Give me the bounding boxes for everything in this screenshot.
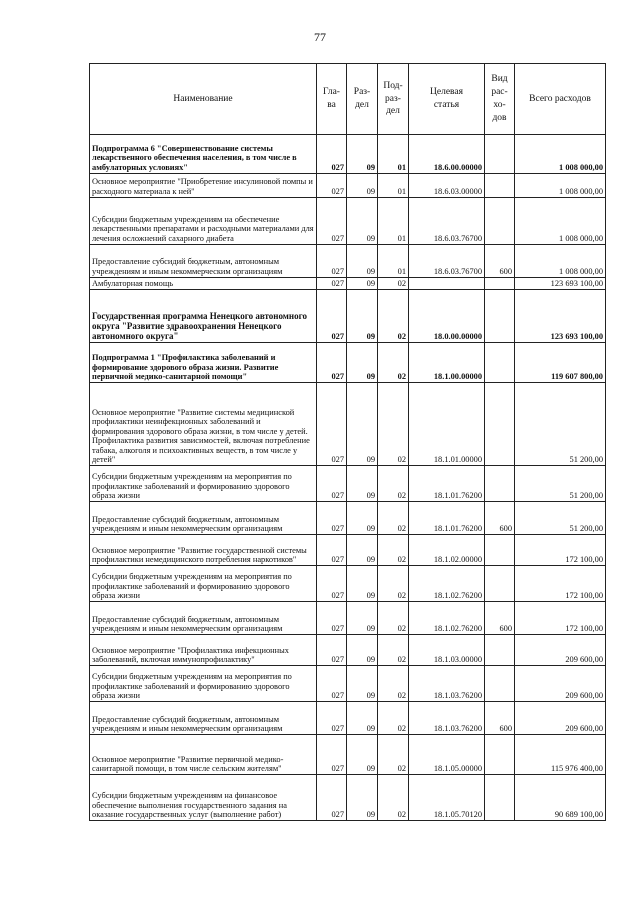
- cell-podrazdel: 02: [378, 290, 409, 343]
- cell-total: 51 200,00: [515, 383, 606, 466]
- cell-name: Подпрограмма 6 "Совершенствование системы лекарственного обеспечения населения, в том числе в амбулаторных условиях": [90, 135, 317, 174]
- cell-total: 51 200,00: [515, 502, 606, 535]
- cell-vid: 600: [485, 602, 515, 635]
- cell-target: 18.1.01.76200: [409, 466, 485, 502]
- cell-glava: 027: [317, 278, 347, 290]
- cell-vid: [485, 278, 515, 290]
- cell-target: 18.1.05.70120: [409, 775, 485, 821]
- cell-name: Предоставление субсидий бюджетным, автономным учреждениям и иным некоммерческим организациям: [90, 702, 317, 735]
- cell-name: Основное мероприятие "Профилактика инфекционных заболеваний, включая иммунопрофилактику": [90, 635, 317, 666]
- cell-target: 18.1.02.76200: [409, 566, 485, 602]
- cell-glava: 027: [317, 566, 347, 602]
- table-row: [90, 245, 606, 278]
- cell-glava: 027: [317, 602, 347, 635]
- cell-total: 123 693 100,00: [515, 290, 606, 343]
- table-row: [90, 290, 606, 343]
- cell-total: 209 600,00: [515, 702, 606, 735]
- cell-podrazdel: 02: [378, 602, 409, 635]
- page-number: 77: [314, 30, 326, 44]
- table-header-row: [90, 64, 606, 135]
- table-row: [90, 466, 606, 502]
- cell-vid: [485, 666, 515, 702]
- table-row: [90, 666, 606, 702]
- cell-vid: 600: [485, 245, 515, 278]
- cell-vid: [485, 174, 515, 198]
- cell-podrazdel: 01: [378, 174, 409, 198]
- cell-name: Субсидии бюджетным учреждениям на мероприятия по профилактике заболеваний и формированию здорового образа жизни: [90, 666, 317, 702]
- cell-name: Основное мероприятие "Развитие государственной системы профилактики немедицинского потребления наркотиков": [90, 535, 317, 566]
- cell-podrazdel: 02: [378, 278, 409, 290]
- cell-podrazdel: 02: [378, 775, 409, 821]
- cell-target: 18.1.02.76200: [409, 602, 485, 635]
- cell-vid: [485, 775, 515, 821]
- cell-target: 18.1.03.00000: [409, 635, 485, 666]
- cell-razdel: 09: [347, 198, 378, 245]
- budget-table: [89, 63, 606, 821]
- cell-podrazdel: 02: [378, 566, 409, 602]
- table-row: [90, 602, 606, 635]
- cell-target: 18.1.03.76200: [409, 702, 485, 735]
- cell-podrazdel: 02: [378, 502, 409, 535]
- cell-razdel: 09: [347, 290, 378, 343]
- header-vid: Вид рас- хо- дов: [485, 64, 515, 135]
- cell-target: 18.1.01.76200: [409, 502, 485, 535]
- cell-name: Субсидии бюджетным учреждениям на мероприятия по профилактике заболеваний и формированию здорового образа жизни: [90, 566, 317, 602]
- cell-total: 172 100,00: [515, 535, 606, 566]
- cell-podrazdel: 01: [378, 135, 409, 174]
- cell-vid: [485, 535, 515, 566]
- table-row: [90, 383, 606, 466]
- cell-glava: 027: [317, 735, 347, 775]
- cell-glava: 027: [317, 666, 347, 702]
- cell-name: Амбулаторная помощь: [90, 278, 317, 290]
- cell-vid: [485, 135, 515, 174]
- cell-razdel: 09: [347, 174, 378, 198]
- cell-glava: 027: [317, 343, 347, 383]
- cell-total: 1 008 000,00: [515, 245, 606, 278]
- cell-glava: 027: [317, 245, 347, 278]
- cell-razdel: 09: [347, 502, 378, 535]
- cell-razdel: 09: [347, 466, 378, 502]
- cell-total: 123 693 100,00: [515, 278, 606, 290]
- cell-name: Предоставление субсидий бюджетным, автономным учреждениям и иным некоммерческим организациям: [90, 602, 317, 635]
- cell-target: 18.1.03.76200: [409, 666, 485, 702]
- cell-target: 18.1.01.00000: [409, 383, 485, 466]
- cell-vid: [485, 343, 515, 383]
- cell-vid: [485, 198, 515, 245]
- cell-razdel: 09: [347, 343, 378, 383]
- header-glava: Гла- ва: [317, 64, 347, 135]
- header-total: Всего расходов: [515, 64, 606, 135]
- cell-vid: 600: [485, 502, 515, 535]
- cell-total: 1 008 000,00: [515, 198, 606, 245]
- cell-razdel: 09: [347, 278, 378, 290]
- cell-total: 115 976 400,00: [515, 735, 606, 775]
- cell-podrazdel: 02: [378, 343, 409, 383]
- table-body: [90, 135, 606, 821]
- cell-razdel: 09: [347, 775, 378, 821]
- cell-razdel: 09: [347, 245, 378, 278]
- cell-name: Основное мероприятие "Развитие системы медицинской профилактики неинфекционных заболеваний и формирования здорового образа жизни, в том числе у детей. Профилактика развития зависимостей, включая потребление табака, алкоголя и психоактивных веществ, в том числе у детей": [90, 383, 317, 466]
- cell-total: 1 008 000,00: [515, 135, 606, 174]
- cell-glava: 027: [317, 775, 347, 821]
- table-row: [90, 535, 606, 566]
- cell-vid: [485, 566, 515, 602]
- cell-name: Государственная программа Ненецкого автономного округа "Развитие здравоохранения Ненецкого автономного округа": [90, 290, 317, 343]
- cell-vid: 600: [485, 702, 515, 735]
- cell-razdel: 09: [347, 666, 378, 702]
- header-target: Целевая статья: [409, 64, 485, 135]
- cell-total: 119 607 800,00: [515, 343, 606, 383]
- cell-name: Основное мероприятие "Приобретение инсулиновой помпы и расходного материала к ней": [90, 174, 317, 198]
- cell-total: 51 200,00: [515, 466, 606, 502]
- cell-name: Подпрограмма 1 "Профилактика заболеваний и формирование здорового образа жизни. Развитие первичной медико-санитарной помощи": [90, 343, 317, 383]
- table-row: [90, 198, 606, 245]
- cell-name: Основное мероприятие "Развитие первичной медико-санитарной помощи, в том числе сельским жителям": [90, 735, 317, 775]
- cell-glava: 027: [317, 383, 347, 466]
- cell-razdel: 09: [347, 383, 378, 466]
- cell-target: 18.1.02.00000: [409, 535, 485, 566]
- cell-glava: 027: [317, 535, 347, 566]
- cell-total: 1 008 000,00: [515, 174, 606, 198]
- header-podrazdel: Под- раз- дел: [378, 64, 409, 135]
- cell-podrazdel: 02: [378, 535, 409, 566]
- table-row: [90, 635, 606, 666]
- table-row: [90, 278, 606, 290]
- cell-podrazdel: 02: [378, 666, 409, 702]
- cell-razdel: 09: [347, 735, 378, 775]
- cell-vid: [485, 466, 515, 502]
- cell-total: 90 689 100,00: [515, 775, 606, 821]
- cell-name: Субсидии бюджетным учреждениям на мероприятия по профилактике заболеваний и формированию здорового образа жизни: [90, 466, 317, 502]
- cell-podrazdel: 01: [378, 198, 409, 245]
- cell-glava: 027: [317, 502, 347, 535]
- cell-vid: [485, 383, 515, 466]
- cell-vid: [485, 635, 515, 666]
- cell-total: 172 100,00: [515, 602, 606, 635]
- table-row: [90, 174, 606, 198]
- cell-podrazdel: 02: [378, 466, 409, 502]
- cell-glava: 027: [317, 466, 347, 502]
- cell-target: 18.1.00.00000: [409, 343, 485, 383]
- cell-razdel: 09: [347, 635, 378, 666]
- cell-vid: [485, 735, 515, 775]
- cell-target: 18.6.03.76700: [409, 245, 485, 278]
- table-row: [90, 775, 606, 821]
- cell-name: Субсидии бюджетным учреждениям на обеспечение лекарственными препаратами и расходными материалами для лечения осложнений сахарного диабета: [90, 198, 317, 245]
- cell-total: 209 600,00: [515, 635, 606, 666]
- table-row: [90, 566, 606, 602]
- cell-podrazdel: 02: [378, 702, 409, 735]
- cell-glava: 027: [317, 198, 347, 245]
- cell-total: 209 600,00: [515, 666, 606, 702]
- cell-target: 18.1.05.00000: [409, 735, 485, 775]
- cell-podrazdel: 02: [378, 383, 409, 466]
- table-row: [90, 735, 606, 775]
- cell-total: 172 100,00: [515, 566, 606, 602]
- cell-podrazdel: 01: [378, 245, 409, 278]
- table-row: [90, 135, 606, 174]
- cell-target: 18.6.00.00000: [409, 135, 485, 174]
- table-row: [90, 702, 606, 735]
- cell-target: 18.6.03.00000: [409, 174, 485, 198]
- cell-target: 18.0.00.00000: [409, 290, 485, 343]
- cell-vid: [485, 290, 515, 343]
- cell-glava: 027: [317, 635, 347, 666]
- cell-podrazdel: 02: [378, 735, 409, 775]
- table-row: [90, 343, 606, 383]
- cell-name: Субсидии бюджетным учреждениям на финансовое обеспечение выполнения государственного задания на оказание государственных услуг (выполнение работ): [90, 775, 317, 821]
- cell-razdel: 09: [347, 535, 378, 566]
- header-name: Наименование: [90, 64, 317, 135]
- cell-glava: 027: [317, 702, 347, 735]
- cell-glava: 027: [317, 135, 347, 174]
- cell-razdel: 09: [347, 566, 378, 602]
- table-row: [90, 502, 606, 535]
- header-razdel: Раз- дел: [347, 64, 378, 135]
- cell-glava: 027: [317, 174, 347, 198]
- cell-name: Предоставление субсидий бюджетным, автономным учреждениям и иным некоммерческим организациям: [90, 245, 317, 278]
- cell-podrazdel: 02: [378, 635, 409, 666]
- cell-target: [409, 278, 485, 290]
- cell-name: Предоставление субсидий бюджетным, автономным учреждениям и иным некоммерческим организациям: [90, 502, 317, 535]
- cell-razdel: 09: [347, 135, 378, 174]
- cell-razdel: 09: [347, 702, 378, 735]
- cell-glava: 027: [317, 290, 347, 343]
- cell-razdel: 09: [347, 602, 378, 635]
- cell-target: 18.6.03.76700: [409, 198, 485, 245]
